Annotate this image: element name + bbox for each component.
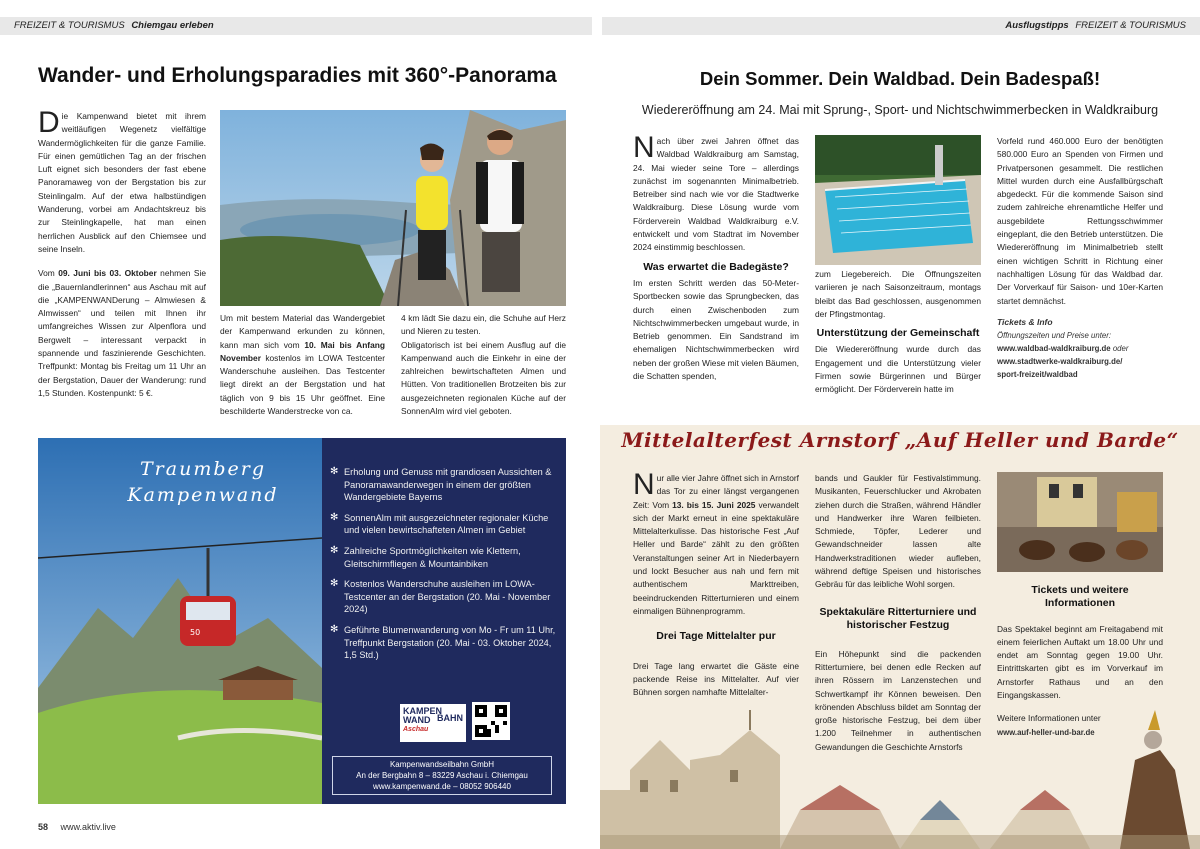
article2-col1: Nach über zwei Jahren öffnet das Waldbad Waldkraiburg am Samstag, 24. Mai wieder seine Tore – allerdings zunächst im sogenannten Minimalbetrieb. Betreiber sind nach wie vor die Stadtwerke Waldkraiburg. Diese Lösung wurde vom Förderverein Waldbad Waldkraiburg e.V. entwickelt und vom Stadtrat im November 2024 einstimmig beschlossen. Was erwartet die Badegäste? Im ersten Schritt werden das 50-Meter-Sportbecken sowie das Sprungbecken, das durch einen Zwischenboden zum Nichtschwimmerbecken umgebaut wurde, in Betrieb genommen. Ein Sandstrand im ehemaligen Nichtschwimmerbecken wird neben der großen Wiese mit vielen Bäumen, die Schatten spenden, xyxy=(633,131,799,382)
article2-title: Dein Sommer. Dein Waldbad. Dein Badespaß! xyxy=(699,68,1101,89)
ad-contact: www.kampenwand.de – 08052 906440 xyxy=(373,782,511,791)
article1-date2-bold: 10. Mai bis Anfang November xyxy=(220,339,385,363)
left-footer xyxy=(38,822,116,832)
ad-script-title: Traumberg Kampenwand xyxy=(127,458,279,506)
article3-date-bold: 13. bis 15. Juni 2025 xyxy=(672,499,756,510)
ad-feature-item: ✻ Zahlreiche Sportmöglichkeiten wie Klettern, Gleitschirmfliegen & Mountainbiken xyxy=(330,544,521,569)
right-header-bar xyxy=(602,17,1200,35)
article1-col3 xyxy=(401,312,566,429)
footer-url: www.aktiv.live xyxy=(60,822,116,832)
article2-subhead2: Unterstützung der Gemeinschaft xyxy=(816,327,980,340)
ad-company: Kampenwandseilbahn GmbH xyxy=(389,760,495,769)
article1-para1: ie Kampenwand bietet mit ihrem weitläufigen Wegenetz vielfältige Wandermöglichkeiten für die ganze Familie. Für einen gemütlichen Tag an der frischen Luft eignet sich besonders der fast ebene Panoramaweg von der Bergstation bis zur Steinlingalm. Auf der etwa halbstündigen Wanderung, vorbei am Andachtskreuz bis zur Steinlingkapelle, hat man einen herrlichen Ausblick auf den Chiemsee und seine Inseln. xyxy=(38,111,206,254)
page-number: 58 xyxy=(38,822,49,832)
right-header-section: FREIZEIT & TOURISMUS xyxy=(1075,20,1186,31)
left-header-bar xyxy=(0,17,592,35)
ad-feature-item: ✻ SonnenAlm mit ausgezeichneter regionaler Küche und vielen bewirtschafteten Almen im Gebiet xyxy=(330,511,549,536)
article1-col1: Die Kampenwand bietet mit ihrem weitläufigen Wegenetz vielfältige Wandermöglichkeiten für die ganze Familie. Für einen gemütlichen Tag an der frischen Luft eignet sich besonders der fast ebene Panoramaweg von der Bergstation bis zur Steinlingalm. Auf der etwa halbstündigen Wanderung, vorbei am Andachtskreuz bis zur Steinlingkapelle, hat man einen herrlichen Ausblick auf den Chiemsee und seine Inseln. Vom 09. Juni bis 03. Oktober nehmen Sie die „Bauernlandlerinnen“ aus Aschau mit auf die „KAMPENWANDerung – Almwiesen & Almwissen“ und teilen mit Ihnen ihr umfangreiches Wissen zur Alpenflora und Bergwelt – interessant verpackt in spannende und faszinierende Geschichten. Treffpunkt: Montag bis Freitag um 11 Uhr an der Bergstation, Dauer der Wanderung: rund 1,5 Stunden. Kostenpunkt: 5 €. xyxy=(38,106,206,398)
snowflake-icon: ✻ xyxy=(330,466,339,477)
article1-dropcap: D xyxy=(38,106,60,139)
article2-col2: zum Liegebereich. Die Öffnungszeiten variieren je nach Saisonzeitraum, montags bleibt das Bad geschlossen, ausgenommen der Pfingstmontag. Unterstützung der Gemeinschaft Die Wiedereröffnung wurde durch das Engagement und die Unterstützung vieler Firmen sowie Bürgerinnen und Bürger ermöglicht. Der Förderverein hatte im xyxy=(815,269,981,395)
article3-col1: Nur alle vier Jahre öffnet sich in Arnstorf das Tor zu einer längst vergangenen Zeit: Vom 13. bis 15. Juni 2025 verwandelt sich der Markt erneut in eine spektakuläre Mittelalterkulisse. Das historische Fest „Auf Heller und Barde“ zählt zu den größten Veranstaltungen seiner Art in Niederbayern und lockt Besucher aus nah und fern mit authentischem Markttreiben, beeindruckenden Ritterturnieren und einem einmaligen Bühnenprogramm. Drei Tage Mittelalter pur Drei Tage lang erwartet die Gäste eine packende Reise ins Mittelalter. Auf vier Bühnen sorgen namhafte Mittelalter- xyxy=(633,468,799,698)
snowflake-icon: ✻ xyxy=(330,511,339,523)
article1-title: Wander- und Erholungsparadies mit 360°-Panorama xyxy=(38,64,557,87)
article1-col3-p2: Obligatorisch ist bei einem Ausflug auf die Kampenwand auch die Einkehr in eine der zahlreichen bewirtschafteten Almen und Hütten. Von traditionellen Brotzeiten bis zur ausgezeichneten regionalen Küche auf der SonnenAlm wird viel geboten. xyxy=(401,339,566,417)
info-link-3[interactable]: sport-freizeit/waldbad xyxy=(997,369,1078,379)
ad-feature-item: ✻ Geführte Blumenwanderung von Mo - Fr um 11 Uhr, Treffpunkt Bergstation (20. Mai - 03. Oktober 2024, 1,5 Std.) xyxy=(330,623,556,661)
article3-subhead1: Drei Tage Mittelalter pur xyxy=(656,630,776,643)
snowflake-icon: ✻ xyxy=(330,544,339,556)
article3-subhead2: Spektakuläre Ritterturniere und historischer Festzug xyxy=(819,605,977,631)
snowflake-icon: ✻ xyxy=(330,578,339,590)
article2-subhead1: Was erwartet die Badegäste? xyxy=(643,260,789,273)
ad-address: An der Bergbahn 8 – 83229 Aschau i. Chiemgau xyxy=(356,771,528,780)
article1-date-bold: 09. Juni bis 03. Oktober xyxy=(58,268,157,279)
festival-link[interactable]: www.auf-heller-und-bar.de xyxy=(997,727,1095,737)
gondola-number: 50 xyxy=(190,628,201,637)
snowflake-icon: ✻ xyxy=(330,623,339,635)
article3-col3: Tickets und weitere Informationen Das Spektakel beginnt am Freitagabend mit einem feierlichen Auftakt um 18.00 Uhr und endet am Sonntag gegen 19.00 Uhr. Eintrittskarten gibt es im Vorverkauf im Arnstorfer Rathaus und an den Eingangskassen. Weitere Informationen unter www.auf-heller-und-bar.de xyxy=(997,584,1163,737)
article2-col3: Vorfeld rund 460.000 Euro der benötigten 580.000 Euro an Spenden von Firmen und Privatpersonen gesammelt. Die restlichen Mittel wurden durch eine Ausfallbürgschaft abgedeckt. Für die kommende Saison sind zudem zahlreiche ehrenamtliche Helfer und ausgebildete Rettungsschwimmer eingeplant, die den Betrieb unterstützen. Die Wiedereröffnung im Minimalbetrieb stellt einen wichtigen Schritt in Richtung einer nachhaltigen Lösung für das Waldbad dar. Der Vorverkauf für Saison- und 10er-Karten startet demnächst. Tickets & Info Öffnungszeiten und Preise unter: www.waldbad-waldkraiburg.de oder www.stadtwerke-waldkraiburg.de/ sport-freizeit/waldbad xyxy=(997,136,1163,379)
article2-subtitle: Wiedereröffnung am 24. Mai mit Sprung-, Sport- und Nichtschwimmerbecken in Waldkraiburg xyxy=(641,103,1159,117)
info-link-2[interactable]: www.stadtwerke-waldkraiburg.de/ xyxy=(997,356,1123,366)
ad-kampenwand xyxy=(38,438,566,804)
ad-info-panel xyxy=(322,438,566,804)
info-link-1[interactable]: www.waldbad-waldkraiburg.de xyxy=(997,343,1111,353)
right-header-subsection: Ausflugstipps xyxy=(1005,20,1069,31)
article3-title: Mittelalterfest Arnstorf „Auf Heller und Barde“ xyxy=(621,428,1179,452)
festival-photo xyxy=(997,472,1163,572)
article2-info: Tickets & Info Öffnungszeiten und Preise unter: www.waldbad-waldkraiburg.de oder www.stadtwerke-waldkraiburg.de/ sport-freizeit/waldbad xyxy=(997,316,1163,381)
ad-feature-item: ✻ Kostenlos Wanderschuhe ausleihen im LOWA-Testcenter an der Bergstation (20. Mai - November 2024) xyxy=(330,578,551,615)
info-sub: Öffnungszeiten und Preise unter: xyxy=(997,330,1111,340)
left-header-section: FREIZEIT & TOURISMUS xyxy=(14,20,125,31)
article3-dropcap: N xyxy=(633,468,655,501)
ad-feature-list xyxy=(330,466,556,662)
pool-photo xyxy=(815,135,981,265)
article1-col2: Um mit bestem Material das Wandergebiet der Kampenwand erkunden zu können, kann man sich vom 10. Mai bis Anfang November kostenlos im LOWA Testcenter Wanderschuhe ausleihen. Das Testcenter liegt direkt an der Bergstation und hat täglich von 9 bis 15 Uhr geöffnet. Eine beschilderte Wanderstrecke von ca. xyxy=(220,313,385,417)
ad-feature-item: ✻ Erholung und Genuss mit grandiosen Aussichten & Panoramawanderwegen in einem der größten Wandergebiete Bayerns xyxy=(330,466,552,503)
ad-contact-box xyxy=(332,756,552,795)
medieval-town-illustration xyxy=(600,700,1200,849)
hikers-photo xyxy=(220,110,566,306)
article2-dropcap: N xyxy=(633,131,655,164)
article1-col3-p1: 4 km lädt Sie dazu ein, die Schuhe auf Herz und Nieren zu testen. xyxy=(401,313,566,337)
article3-subhead3: Tickets und weitere Informationen xyxy=(1031,584,1129,610)
article3-col2: bands und Gaukler für Festivalstimmung. Musikanten, Feuerschlucker und Akrobaten ziehen durch die Straßen, während Händler und Handwerker ihre Waren feilbieten. Schmiede, Töpfer, Lederer und Gewandschneider lassen alte Handwerkstraditionen wieder aufleben, während deftige Speisen und historisches Gebräu für das leibliche Wohl sorgen. Spektakuläre Ritterturniere und historischer Festzug Ein Höhepunkt sind die packenden Ritterturniere, bei denen edle Recken auf ihren Rössern im Lanzenstechen und Schwertkampf ihr Können beweisen. Den krönenden Abschluss bildet am Sonntag der große historische Festzug, bei dem über 1.200 Teilnehmer in authentischen Gewandungen die Geschichte Arnstorfs xyxy=(815,473,981,752)
kampenwand-bahn-logo: KAMPEN WAND Aschau BAHN xyxy=(400,704,466,742)
left-header-subsection: Chiemgau erleben xyxy=(131,20,214,31)
qr-code-icon[interactable] xyxy=(472,702,510,740)
info-head: Tickets & Info xyxy=(997,316,1053,327)
